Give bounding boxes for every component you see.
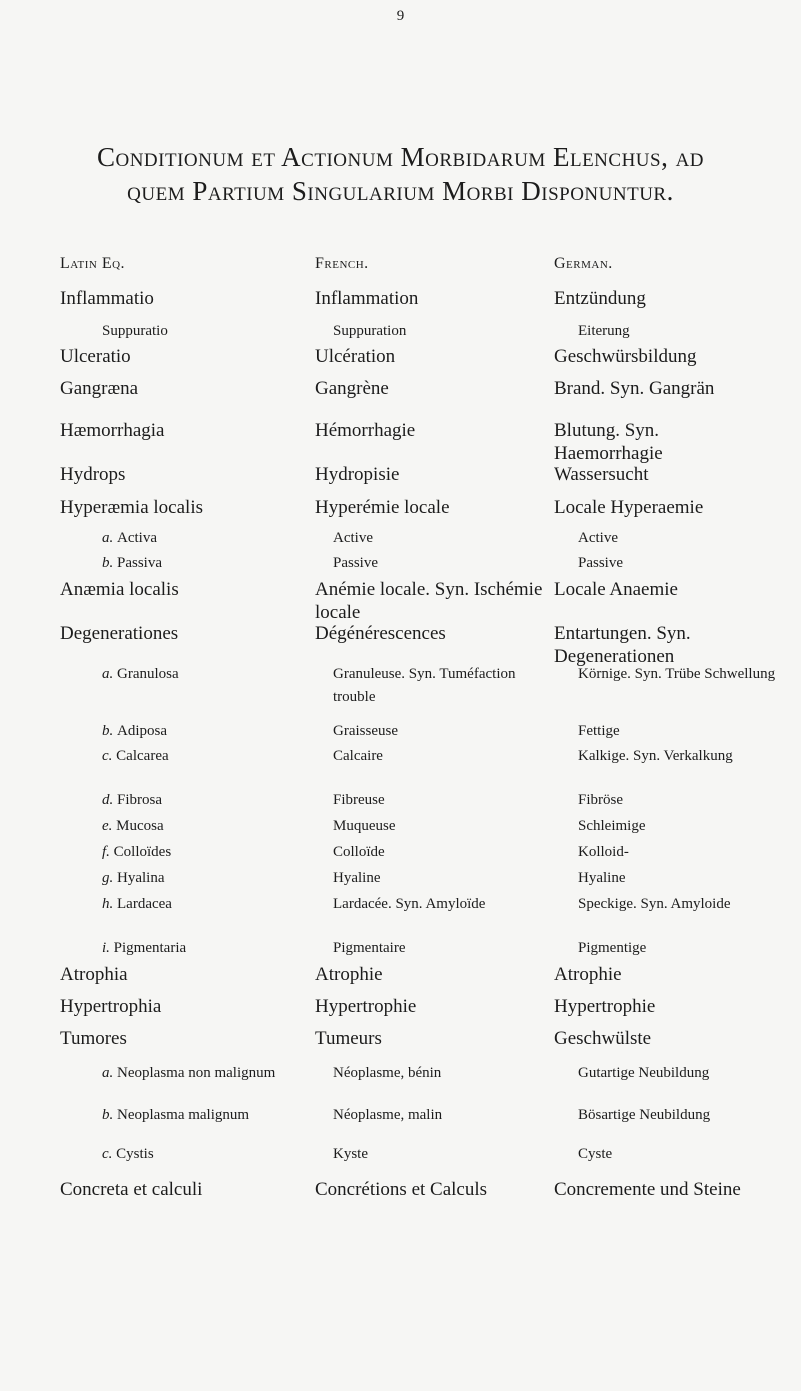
german-term-text: Geschwürsbildung (554, 346, 697, 367)
item-letter: d. (102, 792, 117, 808)
item-letter: h. (102, 896, 117, 912)
german-term (578, 527, 778, 550)
column-header-french: French. (315, 255, 369, 272)
latin-term (102, 1143, 302, 1166)
french-term (333, 745, 543, 768)
french-term-text: Hyaline (333, 870, 381, 886)
german-term (578, 1104, 778, 1127)
german-term (578, 320, 778, 343)
french-term (333, 663, 543, 709)
german-term-text: Hyaline (578, 870, 626, 886)
title-line-2: quem Partium Singularium Morbi Disponuntur. (127, 176, 674, 206)
latin-term (102, 552, 302, 575)
french-term (333, 552, 543, 575)
french-term-text: Anémie locale. Syn. Ischémie locale (315, 579, 543, 623)
french-term-text: Gangrène (315, 378, 389, 399)
german-term-text: Hypertrophie (554, 996, 656, 1017)
french-term-text: Hémorrhagie (315, 420, 416, 441)
latin-term (60, 287, 300, 310)
german-term (554, 463, 764, 486)
french-term (333, 527, 543, 550)
latin-term-text: Passiva (117, 555, 162, 571)
french-term-text: Calcaire (333, 748, 383, 764)
french-term (333, 1143, 543, 1166)
french-term-text: Tumeurs (315, 1028, 382, 1049)
latin-term-text: Activa (117, 530, 157, 546)
german-term-text: Entzündung (554, 288, 646, 309)
column-header-latin: Latin Eq. (60, 255, 126, 272)
german-term (578, 841, 778, 864)
item-letter: a. (102, 1065, 117, 1081)
german-term-text: Bösartige Neubildung (578, 1107, 711, 1123)
french-term (333, 893, 543, 916)
german-term (578, 552, 778, 575)
german-term (578, 937, 778, 960)
german-term (578, 893, 778, 916)
french-term (333, 320, 543, 343)
latin-term (60, 496, 300, 519)
german-term (578, 663, 778, 686)
german-term-text: Concremente und Steine (554, 1179, 741, 1200)
item-letter: a. (102, 666, 117, 682)
latin-term (60, 995, 300, 1018)
french-term-text: Concrétions et Calculs (315, 1179, 488, 1200)
german-term (554, 377, 764, 400)
latin-term (102, 663, 302, 686)
latin-term (102, 320, 302, 343)
german-term-text: Kolloid- (578, 844, 629, 860)
latin-term-text: Ulceratio (60, 346, 131, 367)
latin-term-text: Calcarea (116, 748, 169, 764)
german-term-text: Passive (578, 555, 623, 571)
item-letter: b. (102, 1107, 117, 1123)
french-term-text: Fibreuse (333, 792, 385, 808)
french-term-text: Dégénérescences (315, 623, 446, 644)
french-term-text: Graisseuse (333, 723, 398, 739)
latin-term-text: Tumores (60, 1028, 127, 1049)
french-term-text: Colloïde (333, 844, 385, 860)
latin-term-text: Atrophia (60, 964, 128, 985)
item-letter: c. (102, 1146, 117, 1162)
latin-term (102, 789, 302, 812)
german-term (578, 815, 778, 838)
french-term-text: Néoplasme, malin (333, 1107, 443, 1123)
column-header-german: German. (554, 255, 613, 272)
french-term (315, 578, 545, 624)
latin-term (60, 963, 300, 986)
french-term (315, 995, 545, 1018)
german-term-text: Atrophie (554, 964, 622, 985)
latin-term-text: Lardacea (117, 896, 172, 912)
item-letter: c. (102, 748, 117, 764)
latin-term (102, 1104, 302, 1127)
german-term-text: Entartungen. Syn. Degenerationen (554, 623, 691, 667)
german-term (554, 287, 764, 310)
latin-term (102, 745, 302, 768)
latin-term (60, 345, 300, 368)
french-term (315, 463, 545, 486)
german-term (554, 419, 764, 465)
german-term (578, 720, 778, 743)
german-term-text: Fibröse (578, 792, 623, 808)
french-term (315, 496, 545, 519)
latin-term (60, 1178, 300, 1201)
german-term-text: Speckige. Syn. Amyloide (578, 896, 731, 912)
latin-term (102, 527, 302, 550)
french-term-text: Passive (333, 555, 378, 571)
latin-term (60, 419, 300, 442)
latin-term-text: Hyalina (117, 870, 165, 886)
french-term (333, 1104, 543, 1127)
item-letter: a. (102, 530, 117, 546)
german-term-text: Kalkige. Syn. Verkalkung (578, 748, 733, 764)
latin-term-text: Inflammatio (60, 288, 154, 309)
french-term-text: Hyperémie locale (315, 497, 450, 518)
page-number: 9 (396, 8, 405, 24)
item-letter: i. (102, 940, 114, 956)
item-letter: f. (102, 844, 114, 860)
latin-term-text: Pigmentaria (113, 940, 187, 956)
latin-term (60, 463, 300, 486)
german-term (554, 1178, 764, 1201)
german-term (578, 1062, 778, 1085)
french-term-text: Hypertrophie (315, 996, 417, 1017)
german-term-text: Pigmentige (578, 940, 647, 956)
french-term-text: Hydropisie (315, 464, 400, 485)
french-term (333, 937, 543, 960)
french-term-text: Lardacée. Syn. Amyloïde (333, 896, 486, 912)
french-term (333, 720, 543, 743)
latin-term-text: Mucosa (116, 818, 164, 834)
german-term (554, 995, 764, 1018)
french-term (315, 1178, 545, 1201)
french-term-text: Atrophie (315, 964, 383, 985)
german-term-text: Locale Hyperaemie (554, 497, 704, 518)
german-term (578, 867, 778, 890)
french-term (333, 867, 543, 890)
latin-term (102, 1062, 302, 1085)
german-term (578, 789, 778, 812)
latin-term (102, 893, 302, 916)
french-term-text: Suppuration (333, 323, 407, 339)
latin-term-text: Colloïdes (113, 844, 172, 860)
german-term (554, 1027, 764, 1050)
german-term (554, 622, 764, 668)
german-term-text: Fettige (578, 723, 620, 739)
french-term (315, 345, 545, 368)
french-term-text: Ulcération (315, 346, 396, 367)
latin-term (60, 1027, 300, 1050)
latin-term-text: Hyperæmia localis (60, 497, 203, 518)
latin-term-text: Neoplasma malignum (117, 1107, 250, 1123)
latin-term-text: Degenerationes (60, 623, 179, 644)
latin-term-text: Suppuratio (102, 323, 168, 339)
latin-term (60, 578, 300, 601)
french-term (315, 963, 545, 986)
latin-term-text: Granulosa (117, 666, 179, 682)
french-term-text: Granuleuse. Syn. Tuméfaction trouble (333, 666, 516, 705)
latin-term-text: Hypertrophia (60, 996, 162, 1017)
latin-term-text: Cystis (116, 1146, 154, 1162)
latin-term (102, 720, 302, 743)
french-term-text: Pigmentaire (333, 940, 406, 956)
french-term (315, 1027, 545, 1050)
german-term-text: Eiterung (578, 323, 630, 339)
german-term (554, 496, 764, 519)
french-term (315, 622, 545, 645)
german-term-text: Brand. Syn. Gangrän (554, 378, 715, 399)
german-term (578, 745, 778, 768)
german-term (578, 1143, 778, 1166)
french-term (333, 841, 543, 864)
german-term-text: Körnige. Syn. Trübe Schwellung (578, 666, 776, 682)
german-term (554, 345, 764, 368)
french-term-text: Néoplasme, bénin (333, 1065, 442, 1081)
latin-term-text: Hydrops (60, 464, 126, 485)
latin-term (102, 937, 302, 960)
latin-term (60, 622, 300, 645)
latin-term-text: Neoplasma non malignum (117, 1065, 276, 1081)
german-term-text: Geschwülste (554, 1028, 652, 1049)
french-term (333, 815, 543, 838)
french-term-text: Muqueuse (333, 818, 396, 834)
german-term-text: Blutung. Syn. Haemorrhagie (554, 420, 663, 464)
latin-term (102, 867, 302, 890)
german-term-text: Active (578, 530, 618, 546)
german-term-text: Gutartige Neubildung (578, 1065, 710, 1081)
french-term-text: Active (333, 530, 373, 546)
latin-term-text: Concreta et calculi (60, 1179, 203, 1200)
latin-term (60, 377, 300, 400)
title-line-1: Conditionum et Actionum Morbidarum Elenchus, ad (96, 142, 705, 172)
latin-term-text: Adiposa (117, 723, 167, 739)
item-letter: b. (102, 555, 117, 571)
latin-term (102, 815, 302, 838)
french-term (333, 1062, 543, 1085)
item-letter: e. (102, 818, 117, 834)
french-term (333, 789, 543, 812)
french-term (315, 377, 545, 400)
item-letter: b. (102, 723, 117, 739)
french-term-text: Kyste (333, 1146, 368, 1162)
german-term-text: Wassersucht (554, 464, 649, 485)
latin-term-text: Gangræna (60, 378, 139, 399)
item-letter: g. (102, 870, 117, 886)
french-term (315, 287, 545, 310)
german-term-text: Locale Anaemie (554, 579, 678, 600)
french-term (315, 419, 545, 442)
latin-term (102, 841, 302, 864)
german-term-text: Cyste (578, 1146, 613, 1162)
german-term (554, 578, 764, 601)
latin-term-text: Anæmia localis (60, 579, 179, 600)
latin-term-text: Fibrosa (117, 792, 162, 808)
french-term-text: Inflammation (315, 288, 419, 309)
german-term-text: Schleimige (578, 818, 646, 834)
german-term (554, 963, 764, 986)
latin-term-text: Hæmorrhagia (60, 420, 165, 441)
